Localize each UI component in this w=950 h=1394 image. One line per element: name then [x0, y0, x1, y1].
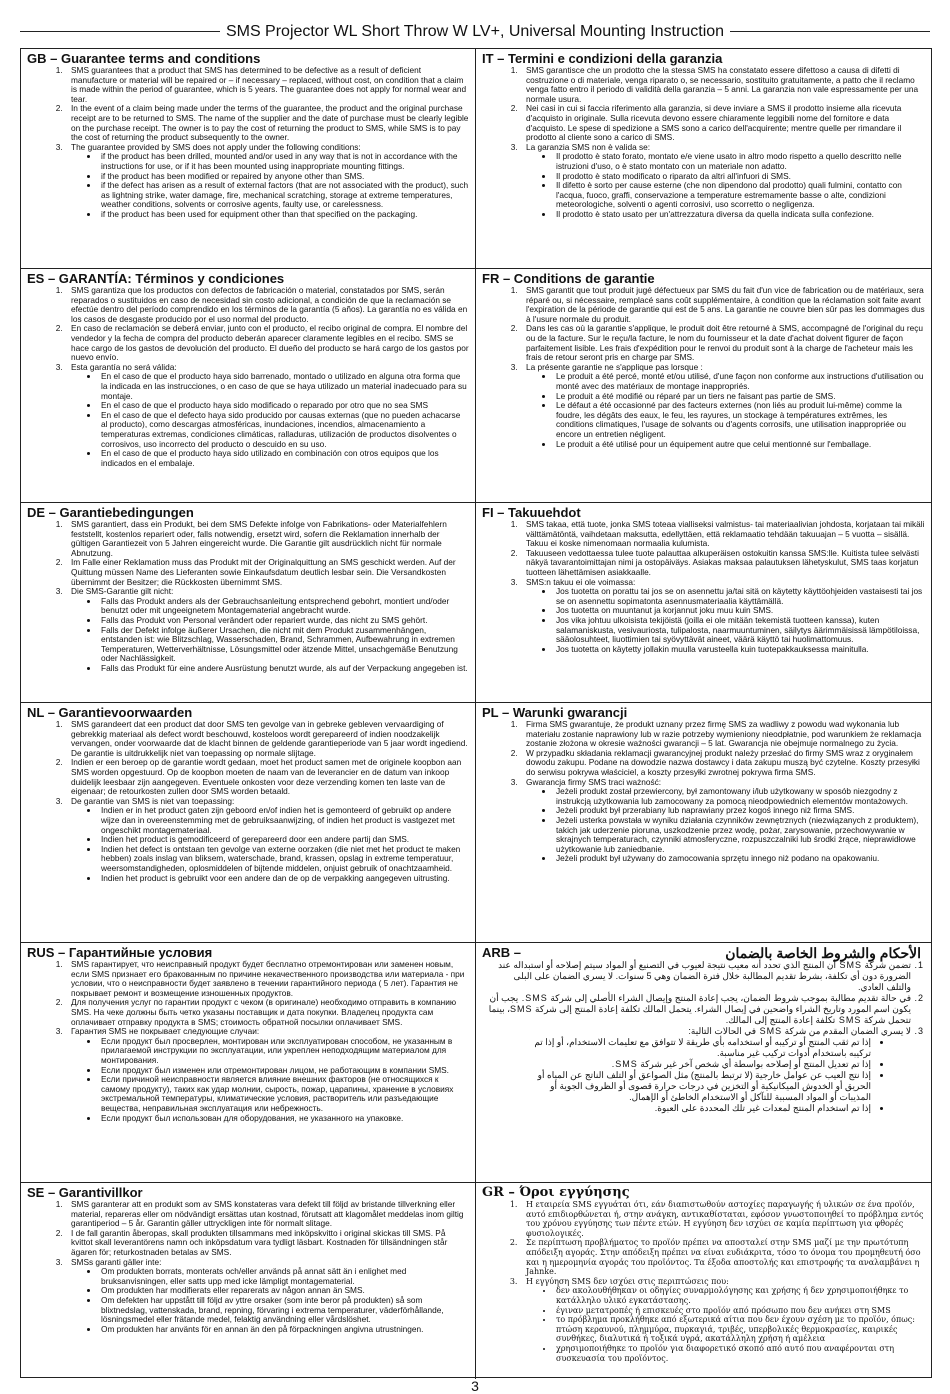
exclusion-item: • Если причиной неисправности является влияние внешних факторов (не относящихся к самому продукту), таких как удар молнии, сырость, пожар, царапины, хранение в условиях экстремальной температуры, климатические условия, растворитель или разъедающие вещества, неправильная эксплуатация или небрежность.: [99, 1075, 469, 1113]
term-text: Esta garantía no será válida:: [71, 361, 177, 372]
exclusion-item: • Indien het defect is ontstaan ten gevolge van externe oorzaken (die niet met het product te maken hebben) zoals inslag van bliksem, waterschade, brand, krassen, opslag in extreme temperatuur, weersomstandigheden, oplosmiddelen of bijtende middelen, onjuist gebruik of onachtzaamheid.: [99, 845, 469, 874]
term-text: Indien er een beroep op de garantie wordt gedaan, moet het product samen met de originele koopbon aan SMS worden opgestuurd. Op de koopbon moeten de naam van de leverancier en de datum van inkoop duidelijk leesbaar zijn aangegeven. Eventuele onkosten voor deze verzending komen ten laste van de eigenaar; de retourkosten zullen door SMS worden betaald.: [71, 757, 462, 797]
term-text: Dans les cas où la garantie s'applique, le produit doit être retourné à SMS, accompagné de l'original du reçu ou de la facture. Sur le reçu/la facture, le nom du fournisseur et la date d'achat doivent figurer de façon parfaitement lisible. Les frais d'expédition pour le renvoi du produit sont à la charge de l'acheteur mais les frais de retour seront pris en charge par SMS.: [526, 323, 924, 363]
guarantee-term: [65, 587, 469, 673]
section-pl: [476, 703, 931, 943]
term-text: SMS takaa, että tuote, jonka SMS toteaa vialliseksi valmistus- tai materiaalivian johdosta, korjataan tai mikäli välttämätöntä, vaihdetaan maksutta, edellyttäen, että reklamaatio tehdään takuuajan – 5 vuotta – sisällä. Takuu ei koske nimenomaan normaalia kulumista.: [526, 519, 925, 549]
exclusion-list: [71, 1037, 469, 1123]
term-text: SMS garantit que tout produit jugé défectueux par SMS du fait d'un vice de fabrication ou de matériaux, sera réparé ou, si nécessaire, remplacé sans coût supplémentaire, à condition que la réclamation soit faite avant l'expiration de la période de garantie qui est de 5 ans. La garantie ne couvre bien sûr pas les dommages dus à l'usure normale du produit.: [526, 285, 925, 324]
exclusion-list: [526, 787, 925, 864]
exclusion-list: [526, 1286, 925, 1363]
guarantee-term: [520, 578, 925, 655]
guarantee-terms-list: [482, 720, 925, 864]
guarantee-term: [65, 758, 469, 796]
guarantee-term: [482, 1026, 911, 1114]
term-text: SMS garanterar att en produkt som av SMS konstateras vara defekt till följd av bristande tillverkning eller material, repareras eller om nödvändigt ersättas utan kostnad, förutsatt att klagomålet meddelas inom giltig garantiperiod – 5 år. Garantin gäller uttryckligen inte för normalt slitage.: [71, 1199, 464, 1229]
term-text: In the event of a claim being made under the terms of the guarantee, the product and the original purchase receipt are to be returned to SMS. The name of the supplier and the date of purchase must be clearly legible on the purchase receipt. The owner is to pay the cost of returning the product to SMS, while SMS is to pay the cost of returning the product subsequently to the owner.: [71, 103, 469, 143]
term-text: En caso de reclamación se deberá enviar, junto con el producto, el recibo original de compra. El nombre del vendedor y la fecha de compra del producto deberán aparecer claramente legibles en el recibo. SMS se hace cargo de los gastos de devolución del producto. El dueño del producto se hará cargo de los gastos por nuevo envío.: [71, 323, 469, 363]
guarantee-term: [65, 363, 469, 469]
exclusion-item: • Indien het product is gebruikt voor een andere dan de op de verpakking aangegeven uitrusting.: [99, 874, 469, 884]
term-text: Σε περίπτωση προβλήματος το προϊόν πρέπει να αποσταλεί στην SMS μαζί με την πρωτότυπη απόδειξη αγοράς. Στην απόδειξη πρέπει να είναι ευδιάκριτα, τόσο το όνομα του προμηθευτή όσο και η ημερομηνία αγοράς του προϊόντος. Τα έξοδα αποστολής και επιστροφής τα αναλαμβάνει η Jahnke.: [526, 1238, 921, 1277]
term-text: SMS garantiza que los productos con defectos de fabricación o material, constatados por SMS, serán reparados o sustituidos en caso de necesidad sin costo adicional, a condición de que la reclamación se efectúe dentro del período comprendido en los términos de la garantía (5 años). La garantía no es válida en los casos de desgaste producido por el uso normal del producto.: [71, 285, 468, 324]
exclusion-item: • En el caso de que el producto haya sido barrenado, montado o utilizado en alguna otra forma que la indicada en las instrucciones, o en caso de que se haya utilizado un material inadecuado para su montaje.: [99, 372, 469, 401]
guarantee-term: [65, 998, 469, 1027]
exclusion-item: • έγιναν μετατροπές ή επισκευές στο προϊόν από πρόσωπο που δεν ανήκει στη SMS: [554, 1306, 925, 1316]
exclusion-item: • Il prodotto è stato usato per un'attrezzatura diversa da quella indicata sulla confezione.: [554, 210, 925, 220]
exclusion-item: • Falls der Defekt infolge äußerer Ursachen, die nicht mit dem Produkt zusammenhängen, entstanden ist: wie Blitzschlag, Wasserschaden, Brand, Schrammen, Aufbewahrung in extremen Temperaturen, Wetterverhältnisse, Lösungsmittel oder ätzende Mittel, unsachgemäße Benutzung oder Nachlässigkeit.: [99, 626, 469, 664]
guarantee-term: [65, 143, 469, 220]
guarantee-term: [520, 1238, 925, 1276]
section-title: FI – Takuuehdot: [482, 505, 581, 520]
exclusion-item: • το πρόβλημα προκλήθηκε από εξωτερικά αίτια που δεν έχουν σχέση με το προϊόν, όπως: πτώση κεραυνού, πλημμύρα, πυρκαγιά, τριβές, υπερβολικές θερμοκρασίες, καιρικές συνθήκες, διαλυτικά ή τοξικά υγρά, ακατάλληλη χρήση ή αμέλεια: [554, 1315, 925, 1344]
section-title-arabic: الأحكام والشروط الخاصة بالضمان: [725, 945, 921, 961]
term-text: SMS garantisce che un prodotto che la stessa SMS ha constatato essere difettoso a causa di difetti di costruzione o di materiale, venga riparato o, se necessario, sostituito gratuitamente, a patto che il reclamo venga fatto entro il periodo di validità della garanzia – 5 anni. La garanzia non vale espressamente per una normale usura.: [526, 65, 919, 104]
exclusion-item: • Indien er in het product gaten zijn geboord en/of indien het is gemonteerd of gebruikt op andere wijze dan in overeenstemming met de gebruiksaanwijzing, of indien het product is vastgezet met ongeschikt montagemateriaal.: [99, 806, 469, 835]
guarantee-term: [65, 1229, 469, 1258]
exclusion-item: • Le produit a été utilisé pour un équipement autre que celui mentionné sur l'emballage.: [554, 440, 925, 450]
term-text: La présente garantie ne s'applique pas lorsque :: [526, 361, 703, 372]
term-text: La garanzia SMS non è valida se:: [526, 141, 651, 152]
guarantee-term: [520, 520, 925, 549]
section-de: [21, 503, 476, 703]
exclusion-item: • Indien het product is gemodificeerd of gerepareerd door een andere partij dan SMS.: [99, 835, 469, 845]
guarantee-terms-list: [482, 66, 925, 220]
exclusion-item: • Jeżeli produkt był używany do zamocowania sprzętu innego niż podano na opakowaniu.: [554, 854, 925, 864]
term-text: The guarantee provided by SMS does not apply under the following conditions:: [71, 141, 361, 152]
exclusion-item: • Falls das Produkt von Personal verändert oder repariert wurde, das nicht zu SMS gehört.: [99, 616, 469, 626]
guarantee-term: [65, 324, 469, 362]
guarantee-term: [482, 993, 911, 1026]
exclusion-item: • if the defect has arisen as a result of external factors (that are not associated with the product), such as lightning strike, water damage, fire, mechanical scratching, storage at extreme temperatures, weather conditions, solvents or corrosive agents, faulty use, or carelessness.: [99, 181, 469, 210]
exclusion-item: • إذا نتج العيب عن عوامل خارجية (لا ترتبط بالمنتج) مثل الصواعق أو التلف الناتج عن المياه أو الحريق أو الخدوش الميكانيكية أو التخزين في درجات حرارة قصوى أو الظروف الجوية أو المذيبات أو المواد المسببة للتآكل أو الاستخدام الخاطئ أو الإهمال.: [516, 1070, 871, 1103]
exclusion-item: • Если продукт был изменен или отремонтирован лицом, не работающим в компании SMS.: [99, 1066, 469, 1076]
page-header: [20, 18, 930, 48]
term-text: SMS garandeert dat een product dat door SMS ten gevolge van in gebreke gebleven vervaardiging of gebrekkig materiaal als defect wordt beschouwd, kosteloos wordt gerepareerd of indien noodzakelijk vervangen, onder voorwaarde dat de klacht binnen de geldende garantieperiode van 5 jaar wordt ingediend. De garantie is uitdrukkelijk niet van toepassing op normale slijtage.: [71, 719, 468, 758]
section-es: [21, 269, 476, 503]
section-nl: [21, 703, 476, 943]
exclusion-item: • Если продукт был использован для оборудования, не указанного на упаковке.: [99, 1114, 469, 1124]
guarantee-term: [65, 66, 469, 104]
exclusion-list: [488, 1037, 911, 1114]
guarantee-term: [65, 104, 469, 142]
guarantee-term: [520, 286, 925, 324]
term-text: Nei casi in cui si faccia riferimento alla garanzia, si deve inviare a SMS il prodotto insieme alla ricevuta d'acquisto in originale. Sulla ricevuta devono essere chiaramente leggibili nome del fornitore e data d'acquisto. Le spese di spedizione a SMS sono a carico dell'acquirente; mentre quelle per rimandare il prodotto al cliente sono a carico di SMS.: [526, 103, 902, 143]
exclusion-list: [526, 152, 925, 219]
section-title: GR – Όροι εγγύησης: [482, 1185, 630, 1200]
guarantee-terms-list: [27, 720, 469, 883]
guarantee-terms-list: [27, 1200, 469, 1334]
term-text: SMSs garanti gäller inte:: [71, 1256, 162, 1267]
section-title: PL – Warunki gwarancji: [482, 705, 628, 720]
term-text: SMS:n takuu ei ole voimassa:: [526, 576, 636, 587]
exclusion-item: • Jos tuotetta on muuntanut ja korjannut joku muu kuin SMS.: [554, 606, 925, 616]
term-text: Im Falle einer Reklamation muss das Produkt mit der Originalquittung an SMS geschickt werden. Auf der Quittung müssen Name des Lieferanten sowie Einkaufsdatum deutlich lesbar sein. Die Versandkosten übernimmt der Besitzer; die Rückkosten übernimmt SMS.: [71, 557, 456, 587]
exclusion-item: • En el caso de que el producto haya sido modificado o reparado por otro que no sea SMS: [99, 401, 469, 411]
guarantee-terms-list: [482, 960, 925, 1114]
guarantee-term: [520, 1200, 925, 1238]
exclusion-item: • Om defekten har uppstått till följd av yttre orsaker (som inte beror på produkten) så som blixtnedslag, vattenskada, brand, repning, förvaring i extrema temperaturer, väderförhållande, lösningsmedel eller frätande medel, felaktig användning eller vårdslöshet.: [99, 1296, 469, 1325]
exclusion-item: • Jeżeli produkt był przerabiany lub naprawiany przez kogoś innego niż firma SMS.: [554, 806, 925, 816]
term-text: Takuuseen vedottaessa tulee tuote palauttaa alkuperäisen ostokuitin kanssa SMS:lle. Kuitista tulee selvästi näkyä tavarantoimittajan nimi ja ostopäiväys. Asiakas maksaa palautuksen lähetyskulut, SMS taas korjatun tuotteen lähettämisen asiakkaalle.: [526, 547, 919, 577]
guarantee-term: [520, 778, 925, 864]
section-fr: [476, 269, 931, 503]
guarantee-terms-list: [482, 286, 925, 449]
exclusion-list: [526, 587, 925, 654]
guarantee-term: [520, 143, 925, 220]
exclusion-item: • Om produkten har modifierats eller reparerats av någon annan än SMS.: [99, 1286, 469, 1296]
term-text: Gwarancja firmy SMS traci ważność:: [526, 776, 662, 787]
exclusion-item: • δεν ακολουθήθηκαν οι οδηγίες συναρμολόγησης και χρήσης ή δεν χρησιμοποιήθηκε το κατάλληλο υλικό εγκατάστασης.: [554, 1286, 925, 1305]
guarantee-term: [65, 520, 469, 558]
guarantee-term: [520, 749, 925, 778]
guarantee-term: [520, 549, 925, 578]
section-title: RUS – Гарантийные условия: [27, 945, 213, 960]
exclusion-item: • Falls das Produkt anders als der Gebrauchsanleitung entsprechend gebohrt, montiert und/oder benutzt oder mit ungeeignetem Montagematerial angebracht wurde.: [99, 597, 469, 616]
section-title: FR – Conditions de garantie: [482, 271, 655, 286]
exclusion-list: [71, 152, 469, 219]
guarantee-term: [520, 363, 925, 449]
guarantee-terms-list: [482, 1200, 925, 1363]
exclusion-list: [71, 806, 469, 883]
exclusion-item: • Если продукт был просверлен, монтирован или эксплуатирован способом, не указанным в прилагаемой инструкции по эксплуатации, или укреплен неподходящим материалом для монтирования.: [99, 1037, 469, 1066]
exclusion-item: • if the product has been drilled, mounted and/or used in any way that is not in accordance with the instructions for use, or if it has been mounted using inappropriate mounting fittings.: [99, 152, 469, 171]
exclusion-item: • Jeżeli usterka powstała w wyniku działania czynników zewnętrznych (niezwiązanych z produktem), takich jak uderzenie pioruna, uszkodzenie przez wodę, pożar, zarysowanie, przechowywanie w skrajnych temperaturach, czynniki atmosferyczne, rozpuszczalniki lub środki żrące, nieprawidłowe użytkowanie lub zaniedbanie.: [554, 816, 925, 854]
exclusion-item: • Le produit a été percé, monté et/ou utilisé, d'une façon non conforme aux instructions d'utilisation ou monté avec des matériaux de montage inappropriés.: [554, 372, 925, 391]
exclusion-item: • Falls das Produkt für eine andere Ausrüstung benutzt wurde, als auf der Verpackung angegeben ist.: [99, 664, 469, 674]
section-gb: [21, 49, 476, 269]
section-it: [476, 49, 931, 269]
page-number: 3: [471, 1378, 479, 1394]
section-gr: [476, 1183, 931, 1379]
exclusion-list: [71, 1267, 469, 1334]
guarantee-term: [520, 324, 925, 362]
exclusion-item: • Le produit a été modifié ou réparé par un tiers ne faisant pas partie de SMS.: [554, 392, 925, 402]
term-text: De garantie van SMS is niet van toepassing:: [71, 795, 235, 806]
term-text: في حالة تقديم مطالبة بموجب شروط الضمان، يجب إعادة المنتج وإيصال الشراء الأصلي إلى شركة SMS. يجب أن يكون اسم المورد وتاريخ الشراء واضحين في إيصال الشراء. يتحمل المالك تكلفة إعادة المنتج إلى شركة SMS، بينما تتحمل شركة SMS تكلفة إعادة المنتج إلى المالك.: [488, 993, 911, 1025]
guarantee-terms-list: [27, 66, 469, 220]
exclusion-item: • إذا تم استخدام المنتج لمعدات غير تلك المحددة على العبوة.: [516, 1103, 871, 1114]
guarantee-term: [520, 104, 925, 142]
section-title: ARB –: [482, 945, 522, 960]
exclusion-list: [526, 372, 925, 449]
guarantee-term: [65, 1200, 469, 1229]
guarantee-terms-list: [482, 520, 925, 654]
exclusion-item: • if the product has been modified or repaired by anyone other than SMS.: [99, 172, 469, 182]
term-text: SMS гарантирует, что неисправный продукт будет бесплатно отремонтирован или заменен новым, если SMS признает его бракованным по причине некачественного производства или материала - при условии, что о неисправности будет заявлено в течении гарантийного периода ( 5 лет). Гарантия не покрывает ремонт и возмещение изношенных продуктов.: [71, 959, 465, 998]
exclusion-item: • if the product has been used for equipment other than that specified on the packaging.: [99, 210, 469, 220]
term-text: لا يسري الضمان المقدم من شركة SMS في الحالات التالية:: [688, 1026, 911, 1036]
exclusion-item: • Il prodotto è stato forato, montato e/e viene usato in altro modo rispetto a quello descritto nelle istruzioni d'uso, o è stato montato con un materiale non adatto.: [554, 152, 925, 171]
section-rus: [21, 943, 476, 1183]
page-title: SMS Projector WL Short Throw W LV+, Universal Mounting Instruction: [225, 23, 725, 40]
guarantee-term: [65, 1258, 469, 1335]
section-fi: [476, 503, 931, 703]
section-title: NL – Garantievoorwaarden: [27, 705, 193, 720]
term-text: SMS guarantees that a product that SMS has determined to be defective as a result of deficient manufacture or material will be repaired or – if necessary – replaced, without cost, on condition that a claim is made within the period of guarantee, which is 5 years. The guarantee does not apply for normal wear and tear.: [71, 65, 467, 104]
exclusion-item: • Jeżeli produkt został przewiercony, był zamontowany i/lub użytkowany w sposób niezgodny z instrukcją użytkowania lub zamocowany za pomocą nieodpowiednich elementów montażowych.: [554, 787, 925, 806]
exclusion-item: • Jos tuotetta on porattu tai jos se on asennettu ja/tai sitä on käytetty käyttöohjeiden vastaisesti tai jos se on asennettu sopimatonta asennusmateriaalia käyttämällä.: [554, 587, 925, 606]
exclusion-item: • Le défaut a été occasionné par des facteurs externes (non liés au produit lui-même) comme la foudre, les dégâts des eaux, le feu, les rayures, un stockage à températures extrêmes, les conditions climatiques, l'usage de solvants ou d'agents corrosifs, une utilisation inappropriée ou encore un entretien négligent.: [554, 401, 925, 439]
guarantee-term: [65, 960, 469, 998]
guarantee-term: [520, 1277, 925, 1363]
guarantee-term: [482, 960, 911, 993]
exclusion-item: • Om produkten borrats, monterats och/eller används på annat sätt än i enlighet med bruksanvisningen, eller satts upp med icke lämpligt montagematerial.: [99, 1267, 469, 1286]
guarantee-terms-list: [27, 520, 469, 674]
term-text: تضمن شركة SMS أن المنتج الذي تحدد أنه معيب نتيجة لعيوب في التصنيع أو المواد سيتم إصلاحه أو استبداله عند الضرورة دون أي تكلفة، بشرط تقديم المطالبة خلال فترة الضمان وهي 5 سنوات. لا يسري الضمان على البلى والتلف العادي.: [498, 960, 911, 992]
term-text: W przypadku składania reklamacji gwarancyjnej produkt należy przesłać do firmy SMS wraz z oryginałem dowodu zakupu. Podane na dowodzie nazwa dostawcy i data zakupu muszą być czytelne. Koszty przesyłki do serwisu pokrywa właściciel, a koszty przesyłki zwrotnej pokrywa firma SMS.: [526, 747, 920, 777]
section-title: DE – Garantiebedingungen: [27, 505, 194, 520]
guarantee-term: [520, 720, 925, 749]
exclusion-item: • Jos vika johtuu ulkoisista tekijöistä (joilla ei ole mitään tekemistä tuotteen kanssa), kuten salamaniskusta, vesivauriosta, tulipalosta, naarmuuntuminen, säilytys äärimmäisissä lämpötiloissa, sääolosuhteet, liuottimien tai syövyttävät aineet, väärä käyttö tai huolimattomuus.: [554, 616, 925, 645]
term-text: Η εγγύηση SMS δεν ισχύει στις περιπτώσεις που:: [526, 1276, 729, 1286]
section-title: IT – Termini e condizioni della garanzia: [482, 51, 723, 66]
exclusion-item: • إذا تم تعديل المنتج أو إصلاحه بواسطة أي شخص آخر غير شركة SMS.: [516, 1059, 871, 1070]
exclusion-list: [71, 372, 469, 468]
guarantee-term: [520, 66, 925, 104]
section-title: GB – Guarantee terms and conditions: [27, 51, 261, 66]
term-text: Для получения услуг по гарантии продукт с чеком (в оригинале) необходимо отправить в компанию SMS. На чеке должны быть четко указаны поставщик и дата покупки. Владелец продукта сам оплачивает отправку продукта в SMS; стоимость обратной посылки оплачивает SMS.: [71, 997, 457, 1027]
term-text: I de fall garantin åberopas, skall produkten tillsammans med inköpskvitto i original skickas till SMS. På kvittot skall leverantörens namn och inköpsdatum vara tydligt läsbart. Kostnaden för tillsändningen står ägaren för; returkostnaden betalas av SMS.: [71, 1227, 448, 1257]
exclusion-list: [71, 597, 469, 674]
guarantee-terms-list: [27, 286, 469, 468]
term-text: Гарантия SMS не покрывает следующие случаи:: [71, 1026, 260, 1037]
guarantee-terms-list: [27, 960, 469, 1123]
guarantee-term: [65, 720, 469, 758]
exclusion-item: • En el caso de que el producto haya sido utilizado en combinación con otros equipos que los indicados en el embalaje.: [99, 449, 469, 468]
term-text: SMS garantiert, dass ein Produkt, bei dem SMS Defekte infolge von Fabrikations- oder Materialfehlern feststellt, kostenlos repariert oder, falls notwendig, ersetzt wird, sofern die Reklamation innerhalb der gültigen Garantiezeit von 5 Jahren eingereicht wurde. Die Garantie gilt ausdrücklich nicht für normale Abnutzung.: [71, 519, 447, 558]
guarantee-term: [65, 286, 469, 324]
guarantee-term: [65, 797, 469, 883]
section-arb: [476, 943, 931, 1183]
exclusion-item: • Il difetto è sorto per cause esterne (che non dipendono dal prodotto) quali fulmini, contatto con l'acqua, fuoco, graffi, conservazione a temperature estremamente basse o alte, condizioni meteorologiche, solventi o agenti corrosivi, uso scorretto o negligenza.: [554, 181, 925, 210]
term-text: Firma SMS gwarantuje, że produkt uznany przez firmę SMS za wadliwy z powodu wad wykonania lub materiału zostanie naprawiony lub w razie potrzeby wymieniony nieodpłatnie, pod warunkiem że reklamacja zostanie złożona w okresie ważności gwarancji – 5 lat. Gwarancja nie obejmuje normalnego zu życia.: [526, 719, 922, 749]
exclusion-item: • إذا تم ثقب المنتج أو تركيبه أو استخدامه بأي طريقة لا تتوافق مع تعليمات الاستخدام، أو إذا تم تركيبه باستخدام أدوات تركيب غير مناسبة.: [516, 1037, 871, 1059]
exclusion-item: • Jos tuotetta on käytetty jollakin muulla varusteella kuin tuotepakkauksessa mainitulla.: [554, 645, 925, 655]
exclusion-item: • En el caso de que el defecto haya sido producido por causas externas (que no pueden achacarse al producto), como descargas atmosféricas, inundaciones, incendios, almacenamiento a temperaturas extremas, condiciones climáticas, ralladuras, utilización de productos disolventes o corrosivos, uso incorrecto del producto o descuido en su uso.: [99, 411, 469, 449]
exclusion-item: • Il prodotto è stato modificato o riparato da altri all'infuori di SMS.: [554, 172, 925, 182]
guarantee-grid: [20, 48, 932, 1378]
exclusion-item: • Om produkten har använts för en annan än den på förpackningen angivna utrustningen.: [99, 1325, 469, 1335]
exclusion-item: • χρησιμοποιήθηκε το προϊόν για διαφορετικό σκοπό από αυτό που αναφέρονται στη συσκευασία του προϊόντος.: [554, 1344, 925, 1363]
header-rule-right: [730, 31, 930, 32]
section-se: [21, 1183, 476, 1379]
term-text: Η εταιρεία SMS εγγυάται ότι, εάν διαπιστωθούν αστοχίες παραγωγής ή υλικών σε ένα προϊόν, αυτό επιδιορθώνεται ή, στην ανάγκη, αντικαθίσταται, εφόσον γνωστοποιηθεί το πρόβλημα εντός του χρόνου εγγύησης των πέντε ετών. Η εγγύηση δεν ισχύει σε καμία περίπτωση για φθορές φυσιολογικές.: [526, 1200, 924, 1238]
term-text: Die SMS-Garantie gilt nicht:: [71, 586, 174, 597]
section-title: SE – Garantivillkor: [27, 1185, 143, 1200]
guarantee-term: [65, 1027, 469, 1123]
guarantee-term: [65, 558, 469, 587]
section-title: ES – GARANTÍA: Términos y condiciones: [27, 271, 285, 286]
